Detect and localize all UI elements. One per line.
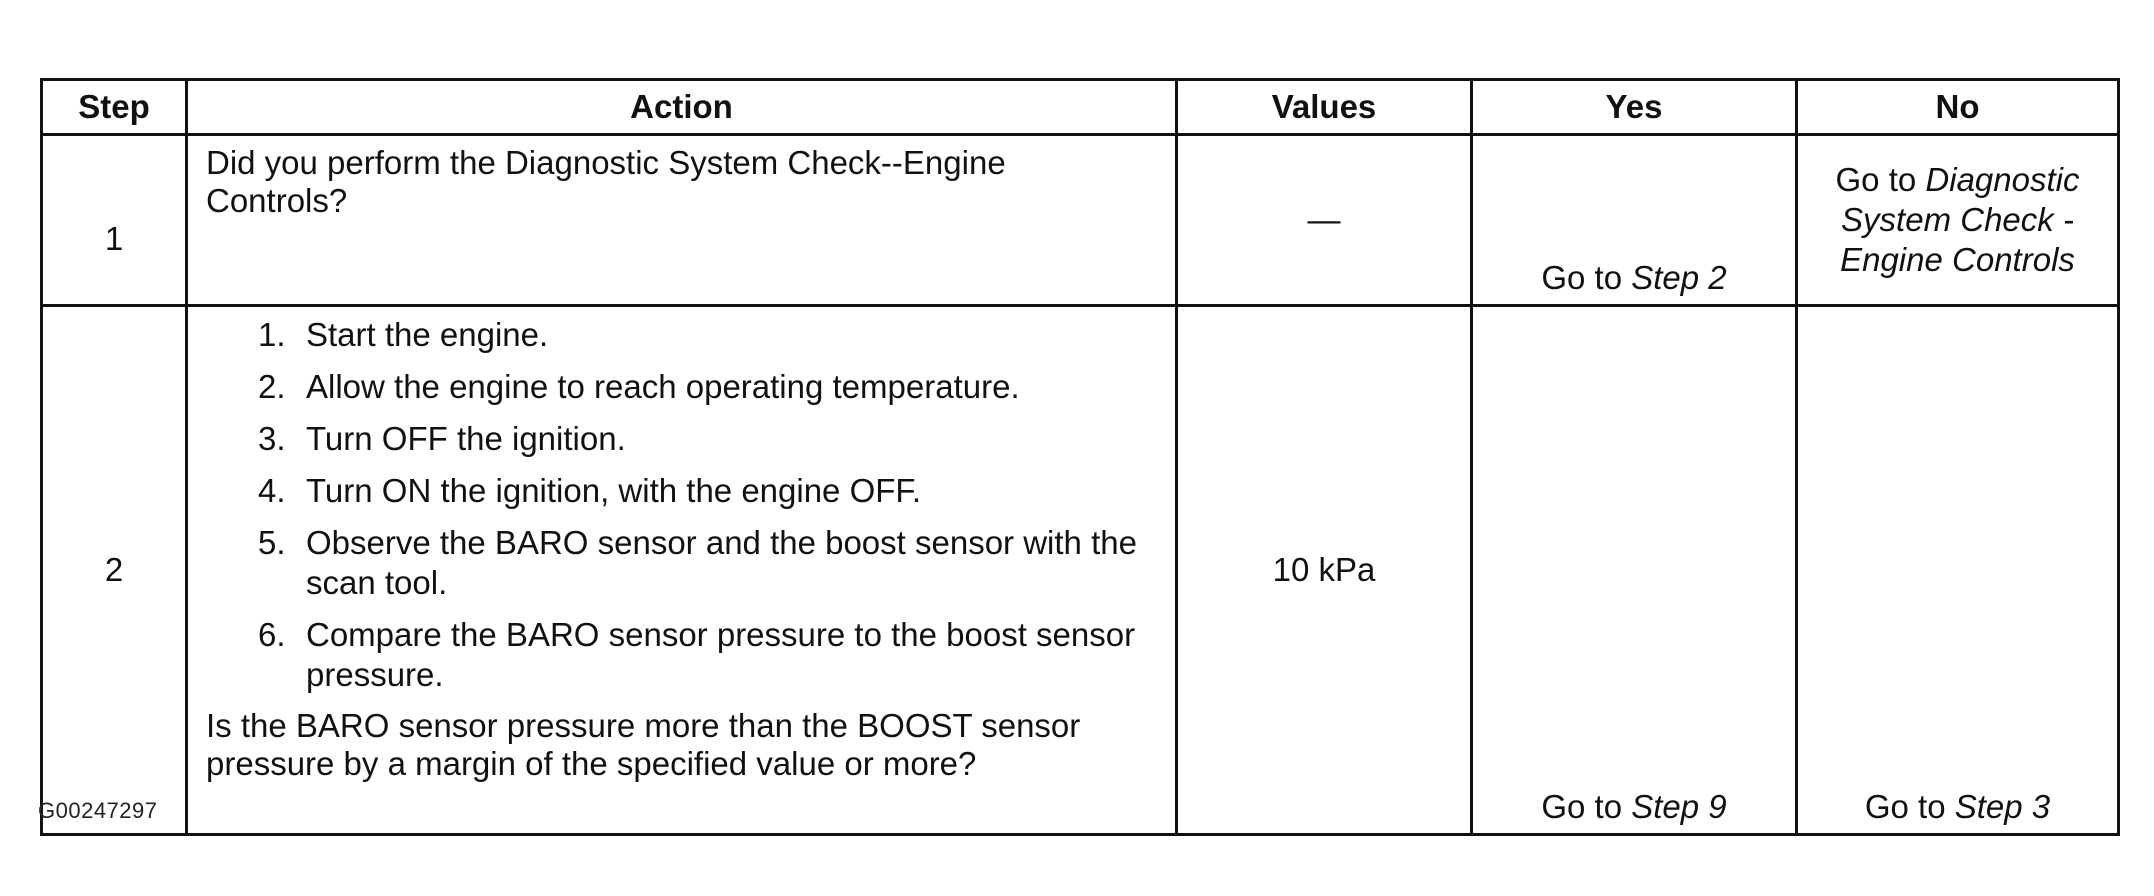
no-prefix: Go to — [1864, 788, 1955, 825]
action-cell — [187, 135, 1177, 306]
instruction-text: Compare the BARO sensor pressure to the boost sensor pressure. — [306, 616, 1136, 693]
instruction-number: 3. — [258, 420, 286, 457]
yes-prefix: Go to — [1541, 259, 1632, 296]
instruction-number: 4. — [258, 472, 286, 509]
instruction-text: Observe the BARO sensor and the boost sensor with the scan tool. — [306, 524, 1137, 601]
instruction-text: Start the engine. — [306, 316, 549, 353]
instruction-text: Allow the engine to reach operating temperature. — [306, 368, 1020, 405]
value-cell: 10 kPa — [1177, 306, 1472, 835]
yes-prefix: Go to — [1541, 788, 1632, 825]
instruction-item — [206, 419, 1155, 459]
no-cell — [1797, 135, 2119, 306]
instruction-item — [206, 315, 1155, 355]
instruction-item — [206, 367, 1155, 407]
instruction-number: 2. — [258, 368, 286, 405]
header-step: Step — [42, 80, 187, 135]
instruction-text: Turn ON the ignition, with the engine OFF. — [306, 472, 922, 509]
header-no: No — [1797, 80, 2119, 135]
figure-id: G00247297 — [38, 798, 158, 823]
instruction-list — [206, 315, 1155, 695]
header-row — [42, 80, 2119, 135]
yes-target-link[interactable]: Step 9 — [1631, 788, 1727, 825]
instruction-item — [206, 523, 1155, 603]
table-row-step-2 — [42, 306, 2119, 835]
no-target-link[interactable]: Diagnostic System Check - Engine Controls — [1840, 161, 2080, 278]
instruction-item — [206, 471, 1155, 511]
step-number: 2 — [42, 306, 187, 835]
instruction-number: 5. — [258, 524, 286, 561]
instruction-item — [206, 615, 1155, 695]
instruction-text: Turn OFF the ignition. — [306, 420, 626, 457]
action-cell — [187, 306, 1177, 835]
yes-cell — [1472, 135, 1797, 306]
no-cell — [1797, 306, 2119, 835]
header-yes: Yes — [1472, 80, 1797, 135]
no-prefix: Go to — [1835, 161, 1926, 198]
value-cell: — — [1177, 135, 1472, 306]
action-question: Is the BARO sensor pressure more than the BOOST sensor pressure by a margin of the specified value or more? — [206, 707, 1081, 782]
header-values: Values — [1177, 80, 1472, 135]
table-row-step-1 — [42, 135, 2119, 306]
yes-target-link[interactable]: Step 2 — [1631, 259, 1727, 296]
action-question: Did you perform the Diagnostic System Check--Engine Controls? — [206, 144, 1006, 219]
diagnostic-table — [40, 78, 2120, 836]
no-target-link[interactable]: Step 3 — [1954, 788, 2051, 825]
instruction-number: 6. — [258, 616, 286, 653]
instruction-number: 1. — [258, 316, 286, 353]
yes-cell — [1472, 306, 1797, 835]
step-number: 1 — [42, 135, 187, 306]
header-action: Action — [187, 80, 1177, 135]
